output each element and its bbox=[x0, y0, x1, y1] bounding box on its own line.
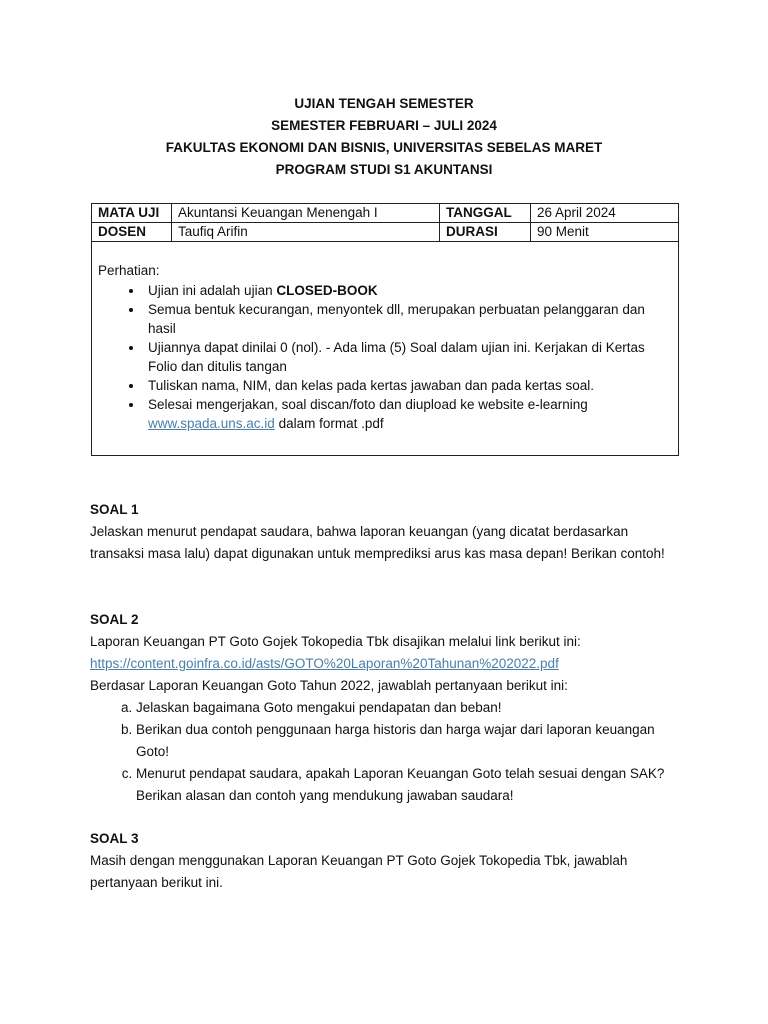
soal-1-body: Jelaskan menurut pendapat saudara, bahwa laporan keuangan (yang dicatat berdasarkan transaksi masa lalu) dapat digunakan untuk memprediksi arus kas masa depan! Berikan contoh! bbox=[90, 524, 665, 561]
soal-2-lead: Berdasar Laporan Keuangan Goto Tahun 2022, jawablah pertanyaan berikut ini: bbox=[90, 678, 568, 693]
soal-2-section bbox=[90, 609, 680, 807]
soal-2-intro: Laporan Keuangan PT Goto Gojek Tokopedia Tbk disajikan melalui link berikut ini: bbox=[90, 634, 581, 649]
notice-box bbox=[91, 242, 679, 456]
duration-label: DURASI bbox=[440, 223, 531, 242]
exam-info-table bbox=[91, 203, 679, 242]
soal-3-title: SOAL 3 bbox=[90, 831, 139, 846]
list-item bbox=[144, 395, 672, 433]
list-item: c. Menurut pendapat saudara, apakah Laporan Keuangan Goto telah sesuai dengan SAK? Berikan alasan dan contoh yang mendukung jawaban saudara! bbox=[136, 763, 680, 807]
soal-2-questions bbox=[90, 697, 680, 807]
notice-item-5-text: Selesai mengerjakan, soal discan/foto dan diupload ke website e-learning bbox=[148, 397, 588, 412]
duration-value: 90 Menit bbox=[531, 223, 679, 242]
soal-1-section bbox=[90, 499, 680, 565]
header-title: UJIAN TENGAH SEMESTER bbox=[294, 96, 474, 111]
course-value: Akuntansi Keuangan Menengah I bbox=[172, 204, 440, 223]
lecturer-label: DOSEN bbox=[92, 223, 172, 242]
spada-link[interactable]: www.spada.uns.ac.id bbox=[148, 416, 275, 431]
table-row bbox=[92, 204, 679, 223]
soal-2-title: SOAL 2 bbox=[90, 612, 139, 627]
header-program: PROGRAM STUDI S1 AKUNTANSI bbox=[275, 162, 493, 177]
date-value: 26 April 2024 bbox=[531, 204, 679, 223]
exam-header bbox=[0, 93, 768, 181]
date-label: TANGGAL bbox=[440, 204, 531, 223]
list-item: b. Berikan dua contoh penggunaan harga historis dan harga wajar dari laporan keuangan Goto! bbox=[136, 719, 680, 763]
soal-1-title: SOAL 1 bbox=[90, 502, 139, 517]
list-item: a. Jelaskan bagaimana Goto mengakui pendapatan dan beban! bbox=[136, 697, 680, 719]
course-label: MATA UJI bbox=[92, 204, 172, 223]
notice-item-5-suffix: dalam format .pdf bbox=[274, 416, 384, 431]
list-item: • Tuliskan nama, NIM, dan kelas pada kertas jawaban dan pada kertas soal. bbox=[144, 376, 672, 395]
soal-3-section bbox=[90, 828, 680, 894]
header-faculty: FAKULTAS EKONOMI DAN BISNIS, UNIVERSITAS SEBELAS MARET bbox=[165, 140, 603, 155]
table-row bbox=[92, 223, 679, 242]
list-item: • Semua bentuk kecurangan, menyontek dll, merupakan perbuatan pelanggaran dan hasil bbox=[144, 300, 672, 338]
list-item: • Ujiannya dapat dinilai 0 (nol). - Ada lima (5) Soal dalam ujian ini. Kerjakan di Kertas Folio dan ditulis tangan bbox=[144, 338, 672, 376]
closed-book-label: CLOSED-BOOK bbox=[276, 283, 378, 298]
notice-title: Perhatian: bbox=[98, 263, 160, 278]
soal-3-body: Masih dengan menggunakan Laporan Keuangan PT Goto Gojek Tokopedia Tbk, jawablah pertanyaan berikut ini. bbox=[90, 853, 628, 890]
list-item bbox=[144, 281, 672, 300]
notice-item-1-text: Ujian ini adalah ujian bbox=[148, 283, 277, 298]
notice-list bbox=[98, 281, 672, 433]
goto-report-link[interactable]: https://content.goinfra.co.id/asts/GOTO%20Laporan%20Tahunan%202022.pdf bbox=[90, 656, 559, 671]
lecturer-value: Taufiq Arifin bbox=[172, 223, 440, 242]
header-semester: SEMESTER FEBRUARI – JULI 2024 bbox=[271, 118, 497, 133]
